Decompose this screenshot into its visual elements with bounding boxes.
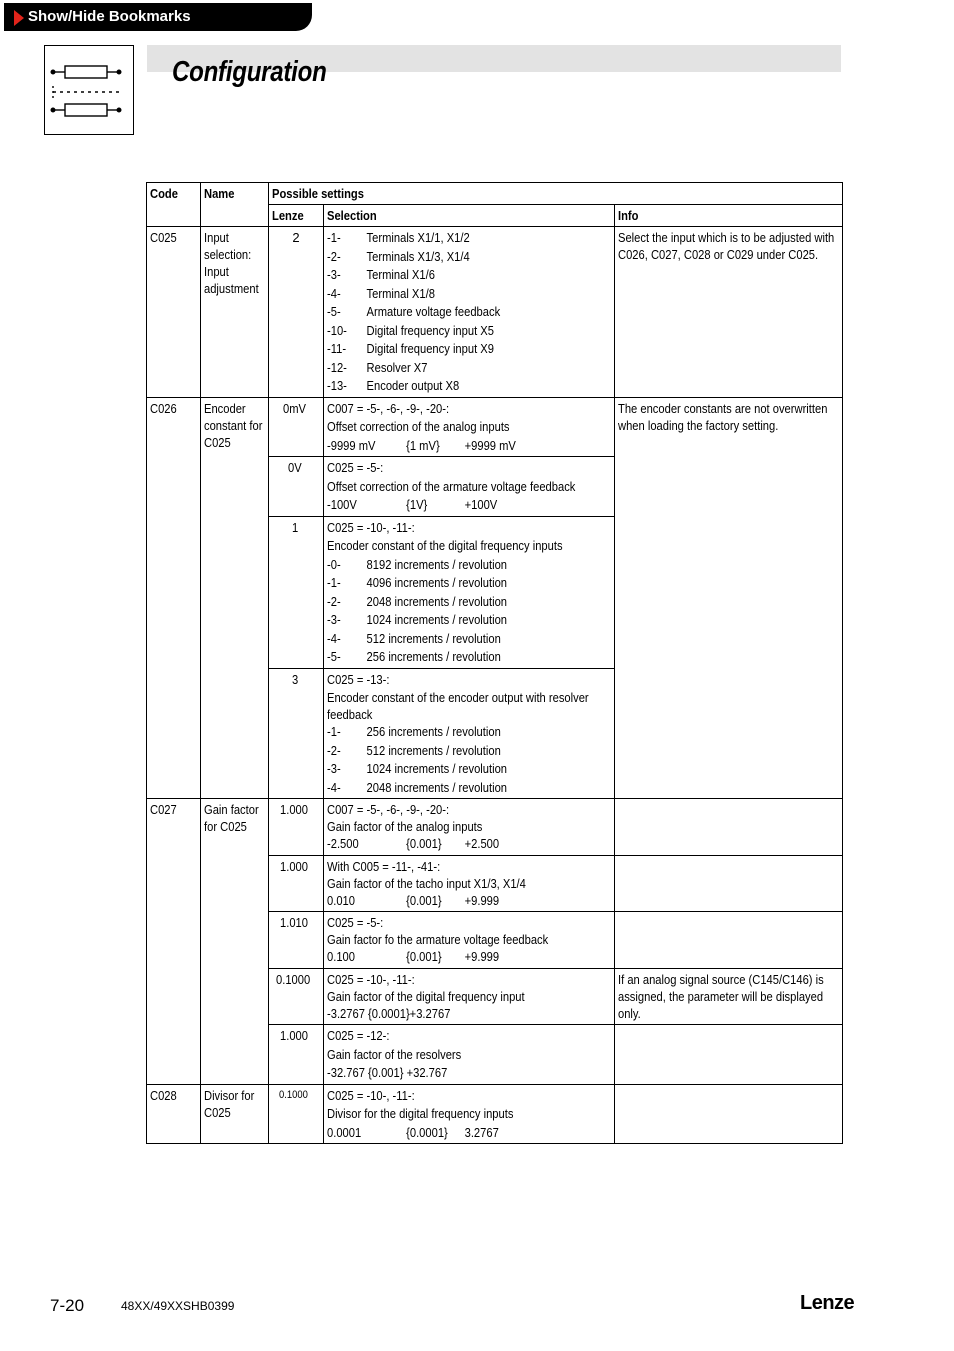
- name-cell: Input selection: Input adjustment: [201, 227, 269, 398]
- page-number: 7-20: [50, 1296, 85, 1315]
- col-header-info: Info: [615, 205, 843, 227]
- col-header-lenze: Lenze: [269, 205, 324, 227]
- option-line: -5- Armature voltage feedback: [327, 304, 501, 319]
- lenze-cell: 0mV: [269, 397, 324, 457]
- lenze-cell: 2: [269, 227, 324, 398]
- lenze-cell: 1.000: [269, 1025, 324, 1085]
- selection-cell: C025 = -10-, -11-: Divisor for the digital frequency inputs 0.0001 {0.0001} 3.2767: [324, 1084, 615, 1144]
- option-line: -3- Terminal X1/6: [327, 267, 435, 282]
- code-cell: C025: [147, 227, 201, 398]
- code-cell: C027: [147, 799, 201, 1085]
- lenze-cell: 0.1000: [269, 968, 324, 1025]
- info-cell: [615, 1025, 843, 1085]
- info-cell: [615, 912, 843, 969]
- table-row-c026: [147, 397, 843, 457]
- name-cell: Encoder constant for C025: [201, 397, 269, 799]
- lenze-cell: 0V: [269, 457, 324, 517]
- selection-cell: C025 = -13-: Encoder constant of the encoder output with resolver feedback -1- 256 increments / revolution -2- 512 increments / revolution -3- 1024 increments / revolution -4- 2048 increments / revolution: [324, 668, 615, 799]
- col-header-name: Name: [201, 183, 269, 227]
- option-line: -13- Encoder output X8: [327, 378, 460, 393]
- option-line: -12- Resolver X7: [327, 359, 428, 375]
- lenze-cell: 0.1000: [269, 1084, 324, 1144]
- info-cell: [615, 1084, 843, 1144]
- option-line: -2- Terminals X1/3, X1/4: [327, 248, 470, 264]
- circuit-diagram-icon: [45, 46, 133, 134]
- red-triangle-icon: [14, 10, 24, 26]
- info-cell: [615, 799, 843, 856]
- info-cell: Select the input which is to be adjusted with C026, C027, C028 or C029 under C025.: [615, 227, 843, 398]
- brand-logo: Lenze: [800, 1292, 855, 1314]
- table-row-c027: [147, 799, 843, 856]
- col-header-code: Code: [147, 183, 201, 227]
- lenze-cell: 1.010: [269, 912, 324, 969]
- selection-cell: C025 = -10-, -11-: Gain factor of the digital frequency input -3.2767 {0.0001}+3.2767: [324, 968, 615, 1025]
- config-table: [146, 182, 843, 1144]
- option-line: -1- Terminals X1/1, X1/2: [327, 230, 470, 245]
- lenze-cell: 1.000: [269, 799, 324, 856]
- option-line: -10- Digital frequency input X5: [327, 322, 494, 338]
- selection-cell: C025 = -12-: Gain factor of the resolvers -32.767 {0.001} +32.767: [324, 1025, 615, 1085]
- option-line: -4- Terminal X1/8: [327, 285, 435, 301]
- document-code: 48XX/49XXSHB0399: [121, 1299, 235, 1313]
- lenze-cell: 1.000: [269, 855, 324, 912]
- lenze-cell: 1: [269, 516, 324, 668]
- selection-cell: C007 = -5-, -6-, -9-, -20-: Gain factor of the analog inputs -2.500 {0.001} +2.500: [324, 799, 615, 856]
- lenze-cell: 3: [269, 668, 324, 799]
- selection-cell: C025 = -5-: Gain factor fo the armature voltage feedback 0.100 {0.001} +9.999: [324, 912, 615, 969]
- code-cell: C028: [147, 1084, 201, 1144]
- bookmark-label: Show/Hide Bookmarks: [28, 8, 191, 25]
- col-header-selection: Selection: [324, 205, 615, 227]
- code-cell: C026: [147, 397, 201, 799]
- table-row-c028: [147, 1084, 843, 1144]
- chapter-icon: [44, 45, 134, 135]
- selection-cell: C025 = -5-: Offset correction of the armature voltage feedback -100V {1V} +100V: [324, 457, 615, 517]
- selection-cell: [324, 227, 615, 398]
- name-cell: Divisor for C025: [201, 1084, 269, 1144]
- info-cell: [615, 855, 843, 912]
- header-row-1: [147, 183, 843, 205]
- info-cell: The encoder constants are not overwritten when loading the factory setting.: [615, 397, 843, 799]
- selection-cell: With C005 = -11-, -41-: Gain factor of the tacho input X1/3, X1/4 0.010 {0.001} +9.999: [324, 855, 615, 912]
- selection-cell: C007 = -5-, -6-, -9-, -20-: Offset correction of the analog inputs -9999 mV {1 mV} +9999 mV: [324, 397, 615, 457]
- option-line: -11- Digital frequency input X9: [327, 341, 494, 356]
- info-cell: If an analog signal source (C145/C146) is assigned, the parameter will be displayed only.: [615, 968, 843, 1025]
- name-cell: Gain factor for C025: [201, 799, 269, 1085]
- col-header-possible-settings: Possible settings: [269, 183, 843, 205]
- selection-cell: C025 = -10-, -11-: Encoder constant of the digital frequency inputs -0- 8192 increments / revolution -1- 4096 increments / revolution -2- 2048 increments / revolution -3- 1024 increments / revolution -4- 512 increments / revolution -5- 256 increments / revolution: [324, 516, 615, 668]
- table-row-c025: [147, 227, 843, 398]
- page-title: Configuration: [172, 56, 327, 88]
- show-hide-bookmarks-button[interactable]: [4, 3, 312, 31]
